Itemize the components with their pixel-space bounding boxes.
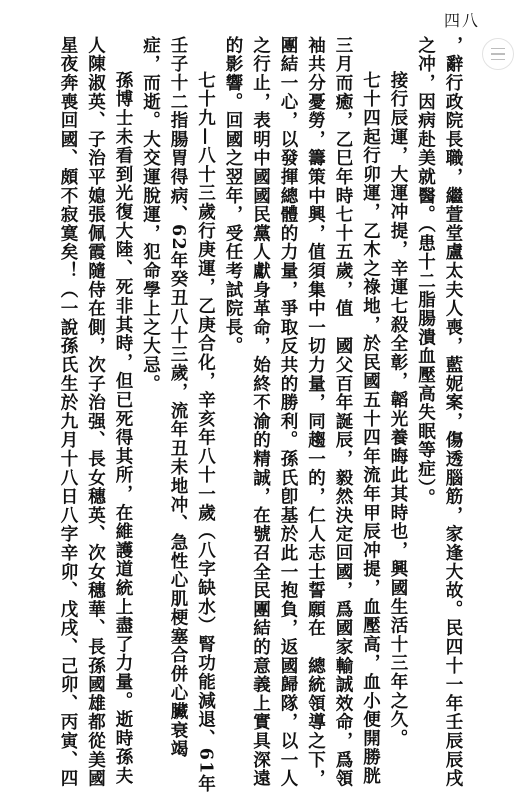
paragraph: 七十四起行卯運，乙木之祿地，於民國五十四年流年甲辰冲提，血壓高，血小便開勝胱三月而癒，乙巳年時七十五歲，值 國父百年誕辰，毅然決定回國，爲國家輸誠效命，爲領袖共分憂勞，籌策中興，值須集中一切力量，同趨一的，仁人志士誓願在 總統領導之下，團結一心，以發揮總體的力量，爭取反共的勝利。孫氏卽基於此一抱負，返國歸隊，以一人之行止，表明中國國民黨人獻身革命，始終不渝的精誠，在號召全民團結的意義上實具深遠的影響。回國之翌年，受任考試院長。 <box>223 36 381 788</box>
menu-bar <box>491 48 505 50</box>
paragraph: 七十九—八十三歲行庚運，乙庚合化，辛亥年八十一歲（八字缺水）腎功能減退、61年壬子十二指腸胃得病、62年癸丑八十三歲，流年丑未地冲、急性心肌梗塞合併心臟衰竭症，而逝。大交運脫運，犯命學上之大忌。 <box>140 36 216 794</box>
text-block <box>54 36 467 796</box>
paragraph: ，辭行政院長職，繼萱堂盧太夫人喪，藍妮案，傷透腦筋，家逢大故。民四十一年壬辰辰戌之冲，因病赴美就醫。（患十二脂腸潰血壓高失眠等症）。 <box>415 36 463 788</box>
paragraph: 接行辰運，大運冲提，辛運七殺全彰，韜光養晦此其時也，興國生活十三年之久。 <box>388 71 408 748</box>
menu-bar <box>491 53 505 55</box>
menu-bar <box>491 59 505 61</box>
page-number: 四八 <box>443 11 480 30</box>
menu-icon[interactable] <box>482 38 514 70</box>
paragraph: 孫博士未看到光復大陸、死非其時，但已死得其所，在維護道統上盡了力量。逝時孫夫人陳淑英、子治平媳張佩霞隨侍在側，次子治强、長女穗英、次女穗華、長孫國雄都從美國星夜奔喪回國、頗不寂寞矣！（一說孫氏生於九月十八日八字辛卯、戊戌、己卯、丙寅、四 <box>58 36 133 788</box>
